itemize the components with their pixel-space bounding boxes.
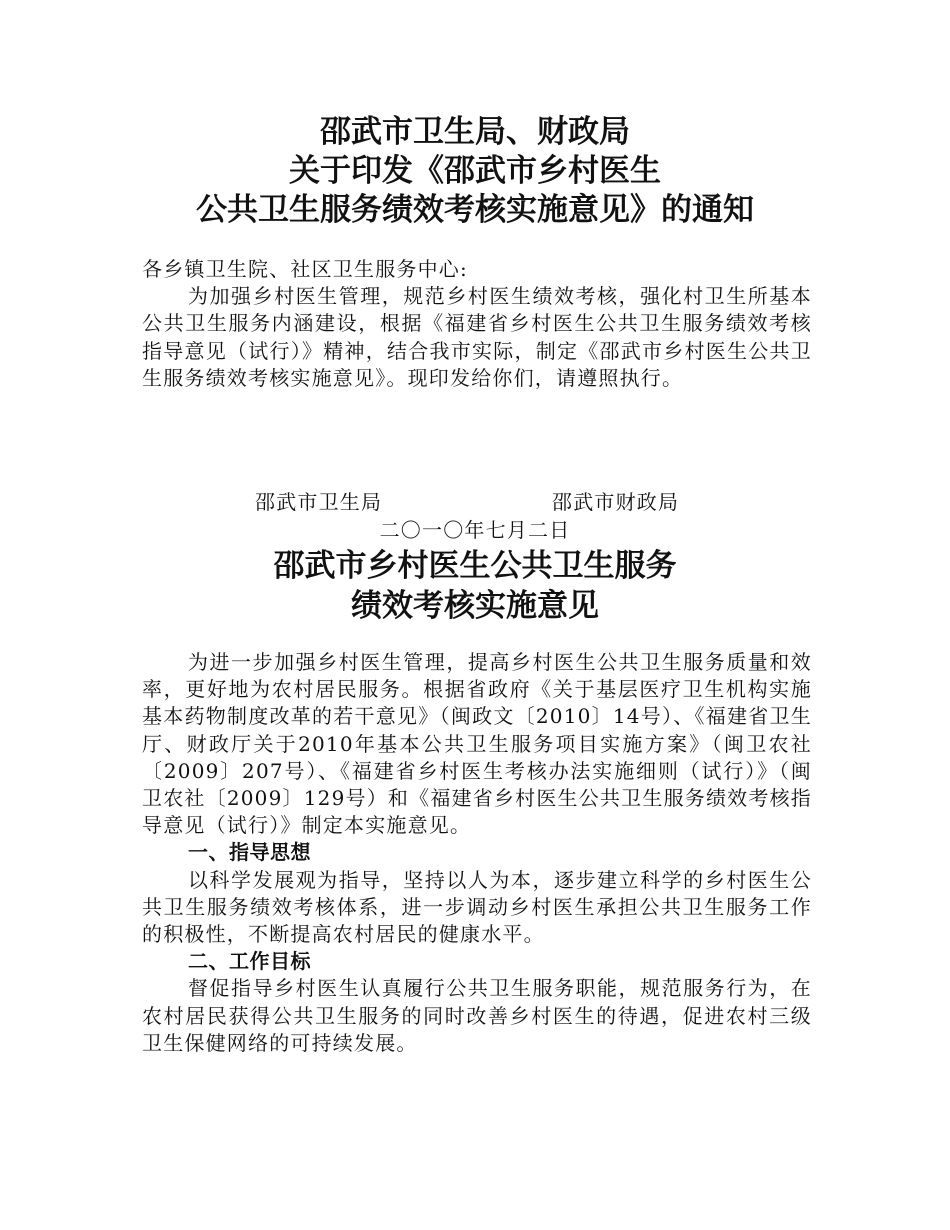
signatories: [0, 486, 950, 514]
section-text-guiding-thought: 以科学发展观为指导，坚持以人为本，逐步建立科学的乡村医生公共卫生服务绩效考核体系，进一步调动乡村医生承担公共卫生服务工作的积极性，不断提高农村居民的健康水平。: [142, 867, 812, 947]
notice-title: [0, 113, 950, 230]
notice-title-line: 公共卫生服务绩效考核实施意见》的通知: [196, 192, 754, 228]
section-heading-guiding-thought: 一、指导思想: [188, 840, 311, 865]
notice-salutation: 各乡镇卫生院、社区卫生服务中心:: [142, 257, 468, 281]
opinion-title: [0, 546, 950, 626]
notice-paragraph: 为加强乡村医生管理，规范乡村医生绩效考核，强化村卫生所基本公共卫生服务内涵建设，根据《福建省乡村医生公共卫生服务绩效考核指导意见（试行）》精神，结合我市实际，制定《邵武市乡村医生公共卫生服务绩效考核实施意见》。现印发给你们，请遵照执行。: [142, 284, 812, 390]
opinion-intro: 为进一步加强乡村医生管理，提高乡村医生公共卫生服务质量和效率，更好地为农村居民服务。根据省政府《关于基层医疗卫生机构实施基本药物制度改革的若干意见》（闽政文〔2010〕14号）、《福建省卫生厅、财政厅关于2010年基本公共卫生服务项目实施方案》（闽卫农社〔2009〕207号）、《福建省乡村医生考核办法实施细则（试行）》（闽卫农社〔2009〕129号）和《福建省乡村医生公共卫生服务绩效考核指导意见（试行）》制定本实施意见。: [142, 650, 812, 838]
notice-title-line: 邵武市卫生局、财政局: [320, 114, 630, 150]
notice-title-line: 关于印发《邵武市乡村医生: [289, 153, 661, 189]
signatory-finance-bureau: 邵武市财政局: [552, 490, 680, 514]
signatory-health-bureau: 邵武市卫生局: [255, 490, 383, 514]
opinion-title-line: 绩效考核实施意见: [351, 588, 599, 624]
opinion-title-line: 邵武市乡村医生公共卫生服务: [273, 548, 677, 584]
section-heading-work-goals: 二、工作目标: [188, 949, 311, 974]
section-text-work-goals: 督促指导乡村医生认真履行公共卫生服务职能，规范服务行为，在农村居民获得公共卫生服务的同时改善乡村医生的待遇，促进农村三级卫生保健网络的可持续发展。: [142, 976, 812, 1055]
notice-date: 二〇一〇年七月二日: [379, 518, 571, 542]
notice-body: [142, 256, 812, 392]
opinion-body: [142, 649, 812, 1057]
